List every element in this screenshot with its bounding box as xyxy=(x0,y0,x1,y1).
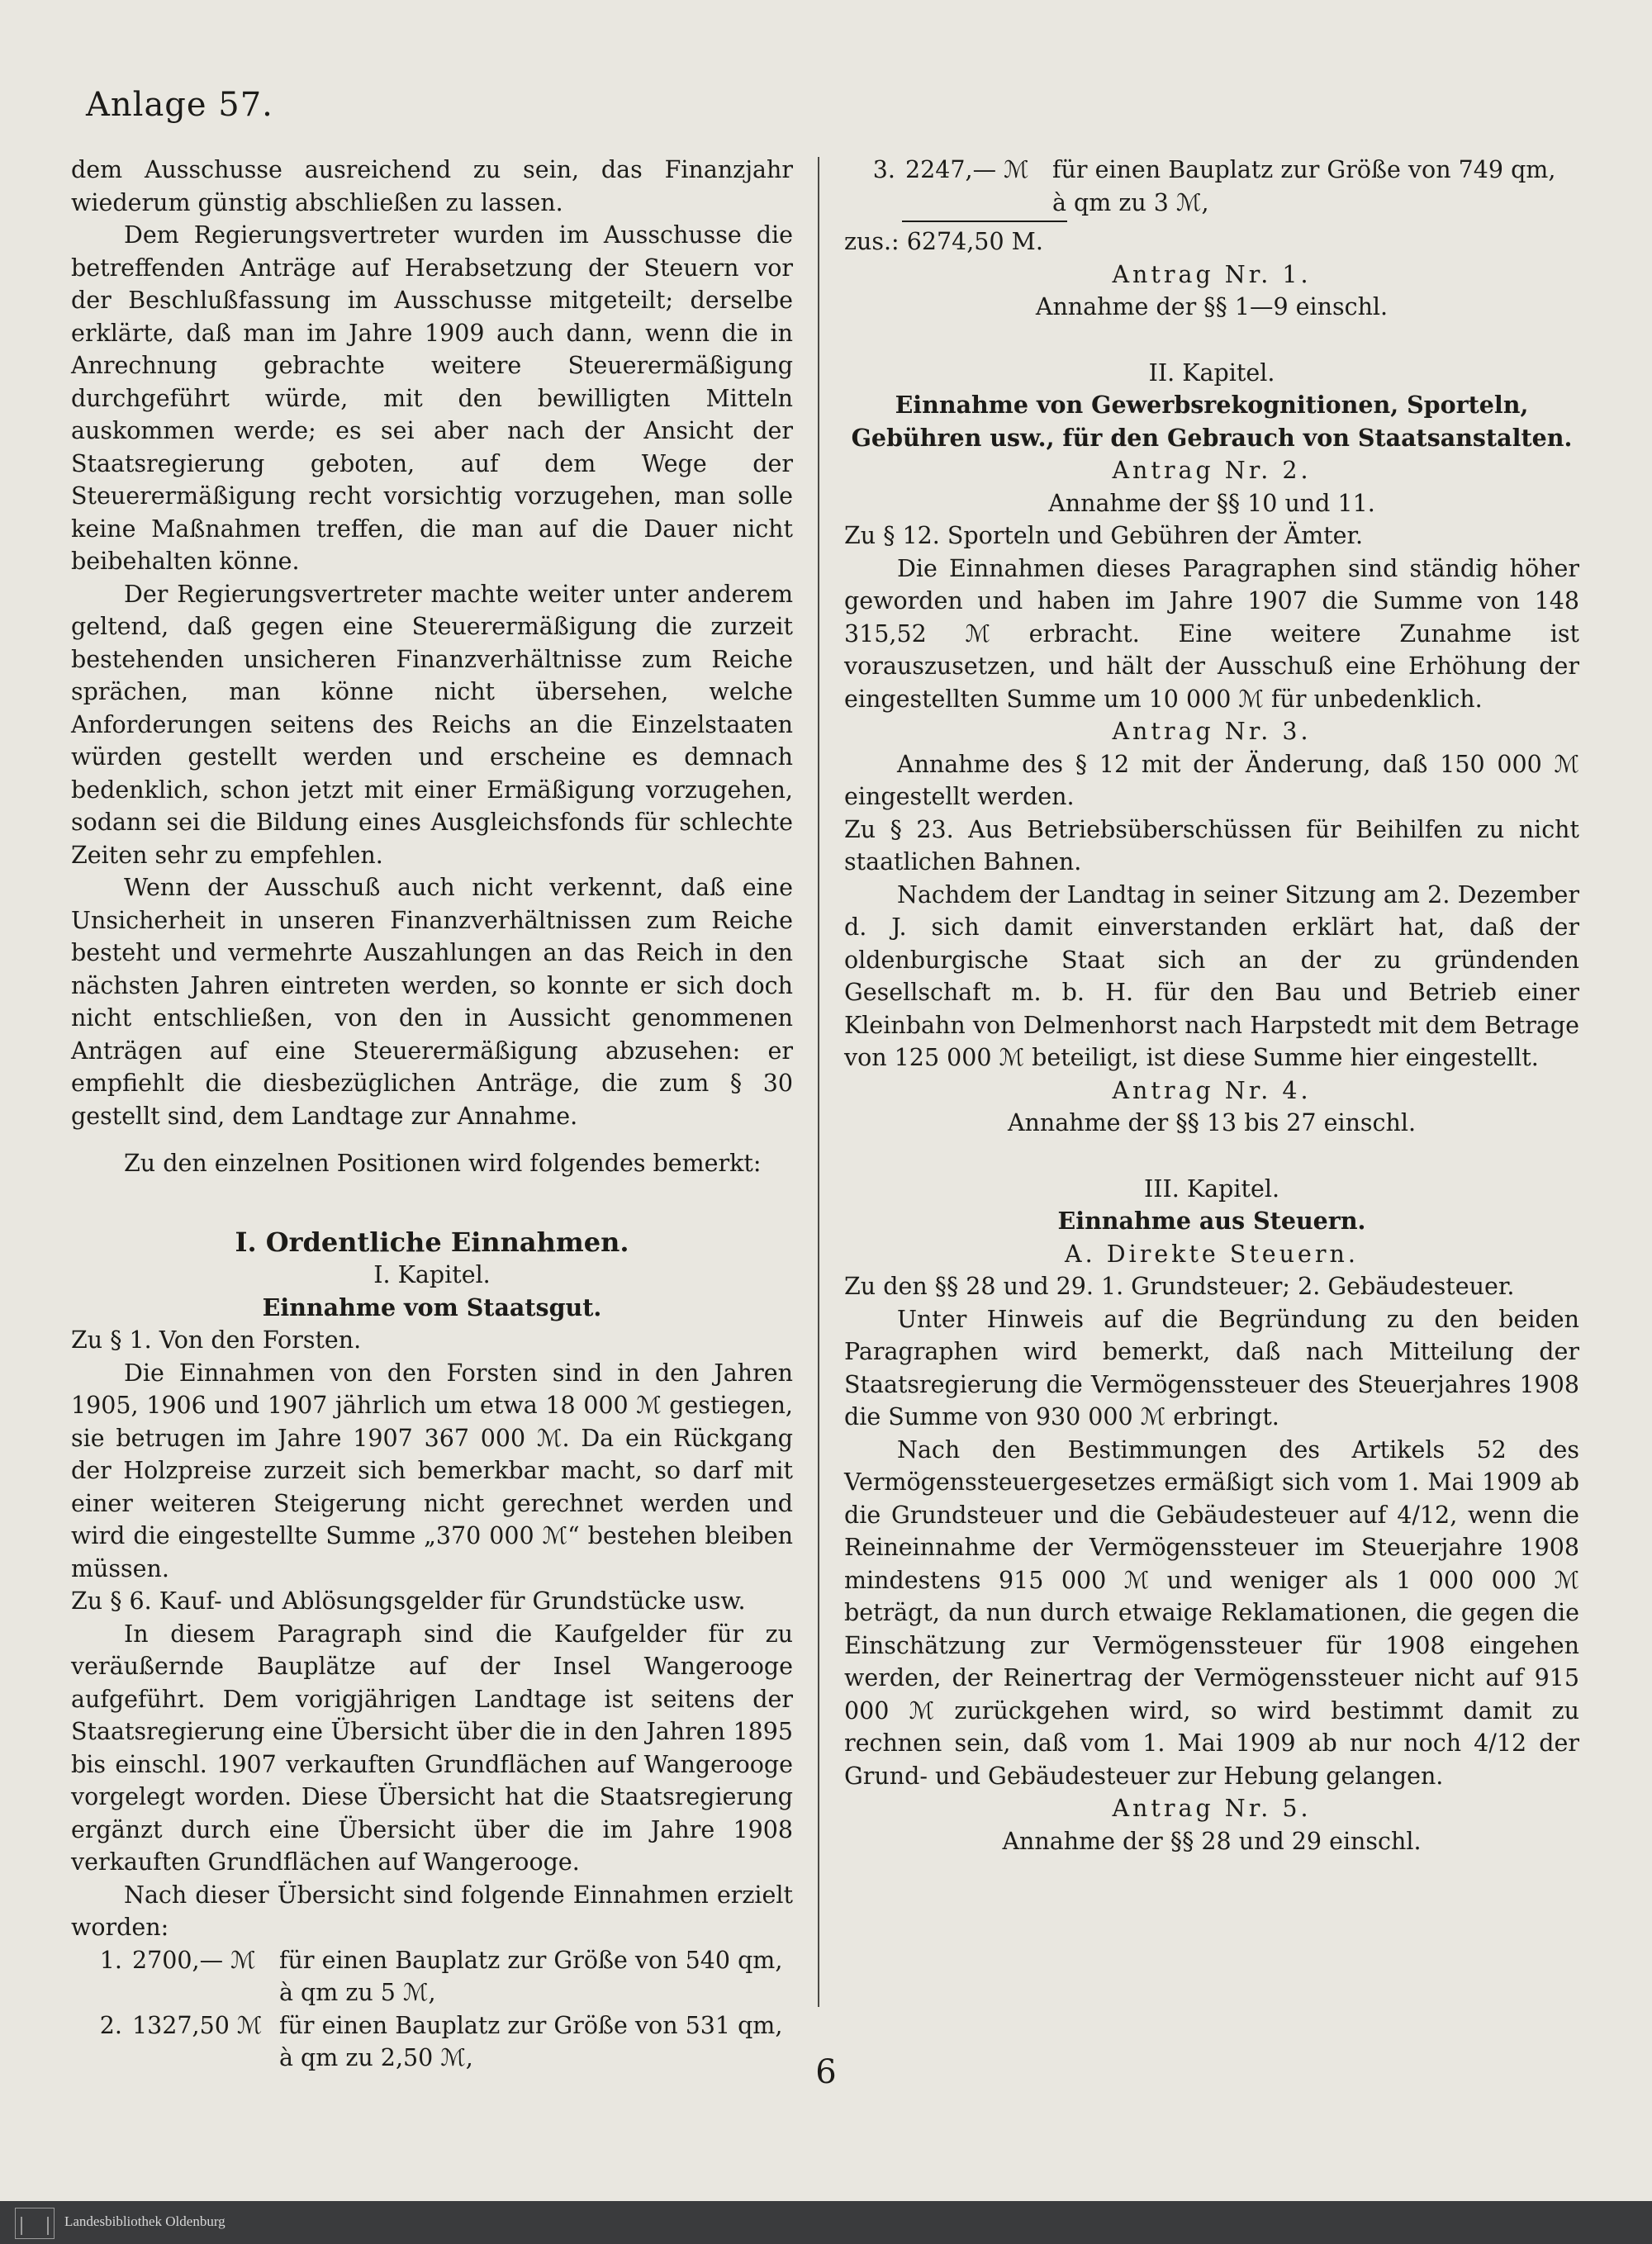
paragraph-heading: Zu § 12. Sporteln und Gebühren der Ämter. xyxy=(844,522,1364,549)
motion-heading: Antrag Nr. 5. xyxy=(1112,1795,1312,1822)
page-number: 6 xyxy=(815,2053,837,2091)
motion-heading: Antrag Nr. 2. xyxy=(1112,457,1312,484)
library-logo-icon xyxy=(15,2208,55,2239)
paragraph: Zu den einzelnen Positionen wird folgendes bemerkt: xyxy=(124,1150,762,1177)
paragraph: Wenn der Ausschuß auch nicht verkennt, daß eine Unsicherheit in unseren Finanzverhältnissen zum Reiche besteht und vermehrte Auszahlungen an das Reich in den nächsten Jahren eintreten werden, so konnte er sich doch nicht entschließen, von den in Aussicht genommenen Anträgen auf eine Steuerermäßigung abzusehen: er empfiehlt die diesbezüglichen Anträge, die zum § 30 gestellt sind, dem Landtage zur Annahme. xyxy=(71,874,793,1130)
motion-heading: Antrag Nr. 4. xyxy=(1112,1076,1312,1104)
chapter-title: Einnahme vom Staatsgut. xyxy=(262,1293,602,1321)
paragraph: Die Einnahmen von den Forsten sind in den Jahren 1905, 1906 und 1907 jährlich um etwa 18 000 ℳ gestiegen, sie betrugen im Jahre 1907 367 000 ℳ. Da ein Rückgang der Holzpreise zurzeit sich bemerkbar macht, so darf mit einer weiteren Steigerung nicht gerechnet werden und wird die eingestellte Summe „370 000 ℳ“ bestehen bleiben müssen. xyxy=(71,1359,793,1582)
paragraph: Nachdem der Landtag in seiner Sitzung am 2. Dezember d. J. sich damit einverstanden erklärt hat, daß der oldenburgische Staat sich an der zu gründenden Gesellschaft m. b. H. für den Bau und Betrieb einer Kleinbahn von Delmenhorst nach Harpstedt mit dem Betrage von 125 000 ℳ beteiligt, ist diese Summe hier eingestellt. xyxy=(844,880,1579,1071)
list-item: 1. 2700,— ℳ für einen Bauplatz zur Größe von 540 qm, xyxy=(99,1946,783,1974)
subsection-heading: A. Direkte Steuern. xyxy=(1065,1240,1359,1268)
list-item-sub: à qm zu 2,50 ℳ, xyxy=(279,2044,473,2071)
paragraph-heading: Zu § 6. Kauf- und Ablösungsgelder für Grundstücke usw. xyxy=(71,1587,746,1615)
chapter-heading: III. Kapitel. xyxy=(1143,1174,1280,1203)
sum-total: zus.: 6274,50 M. xyxy=(844,228,1043,255)
right-column xyxy=(844,154,1579,1857)
left-column xyxy=(71,154,793,2075)
list-item-sub: à qm zu 5 ℳ, xyxy=(279,1979,436,2006)
motion-text: Annahme der §§ 1—9 einschl. xyxy=(1035,293,1389,320)
paragraph-heading: Zu § 23. Aus Betriebsüberschüssen für Beihilfen zu nicht staatlichen Bahnen. xyxy=(844,815,1579,875)
section-title: I. Ordentliche Einnahmen. xyxy=(235,1226,629,1258)
column-divider xyxy=(818,157,819,2007)
paragraph: dem Ausschusse ausreichend zu sein, das Finanzjahr wiederum günstig abschließen zu lassen. xyxy=(71,156,793,216)
library-name: Landesbibliothek Oldenburg xyxy=(64,2213,225,2229)
paragraph: In diesem Paragraph sind die Kaufgelder für zu veräußernde Bauplätze auf der Insel Wangerooge aufgeführt. Dem vorigjährigen Landtage ist seitens der Staatsregierung eine Übersicht über die in den Jahren 1895 bis einschl. 1907 verkauften Grundflächen auf Wangerooge vorgelegt worden. Diese Übersicht hat die Staatsregierung ergänzt durch eine Übersicht über die im Jahre 1908 verkauften Grundflächen auf Wangerooge. xyxy=(71,1620,793,1876)
motion-text: Annahme des § 12 mit der Änderung, daß 150 000 ℳ eingestellt werden. xyxy=(844,750,1579,810)
list-item: 3. 2247,— ℳ für einen Bauplatz zur Größe von 749 qm, xyxy=(872,156,1556,183)
motion-text: Annahme der §§ 10 und 11. xyxy=(1048,489,1375,517)
paragraph: Nach den Bestimmungen des Artikels 52 des Vermögenssteuergesetzes ermäßigt sich vom 1. Mai 1909 ab die Grundsteuer und die Gebäudesteuer auf 4/12, wenn die Reineinnahme der Vermögenssteuer im Steuerjahre 1908 mindestens 915 000 ℳ und weniger als 1 000 000 ℳ beträgt, da nun durch etwaige Reklamationen, die gegen die Einschätzung zur Vermögenssteuer für 1908 eingehen werden, der Reinertrag der Vermögenssteuer nicht auf 915 000 ℳ zurückgehen wird, so wird bestimmt damit zu rechnen sein, daß vom 1. Mai 1909 ab nur noch 4/12 der Grund- und Gebäudesteuer zur Hebung gelangen. xyxy=(844,1435,1579,1790)
list-item-sub: à qm zu 3 ℳ, xyxy=(1052,188,1209,216)
chapter-title: Einnahme von Gewerbsrekognitionen, Sporteln, Gebühren usw., für den Gebrauch von Staatsanstalten. xyxy=(851,391,1573,452)
motion-heading: Antrag Nr. 3. xyxy=(1112,718,1312,745)
motion-text: Annahme der §§ 28 und 29 einschl. xyxy=(1002,1827,1422,1855)
motion-text: Annahme der §§ 13 bis 27 einschl. xyxy=(1007,1109,1417,1136)
library-footer xyxy=(0,2201,1652,2244)
chapter-title: Einnahme aus Steuern. xyxy=(1057,1207,1366,1235)
paragraph-heading: Zu den §§ 28 und 29. 1. Grundsteuer; 2. Gebäudesteuer. xyxy=(844,1273,1515,1300)
annex-label: Anlage 57. xyxy=(86,86,273,124)
list-item: 2. 1327,50 ℳ für einen Bauplatz zur Größe von 531 qm, xyxy=(99,2011,783,2039)
paragraph: Die Einnahmen dieses Paragraphen sind ständig höher geworden und haben im Jahre 1907 die Summe von 148 315,52 ℳ erbracht. Eine weitere Zunahme ist vorauszusetzen, und hält der Ausschuß eine Erhöhung der eingestellten Summe um 10 000 ℳ für unbedenklich. xyxy=(844,554,1579,713)
chapter-heading: I. Kapitel. xyxy=(373,1261,491,1288)
chapter-heading: II. Kapitel. xyxy=(1148,358,1275,387)
paragraph: Unter Hinweis auf die Begründung zu den beiden Paragraphen wird bemerkt, daß nach Mitteilung der Staatsregierung die Vermögenssteuer des Steuerjahres 1908 die Summe von 930 000 ℳ erbringt. xyxy=(844,1305,1579,1430)
paragraph: Nach dieser Übersicht sind folgende Einnahmen erzielt worden: xyxy=(71,1881,793,1941)
paragraph: Der Regierungsvertreter machte weiter unter anderem geltend, daß gegen eine Steuerermäßigung die zurzeit bestehenden unsicheren Finanzverhältnisse zum Reiche sprächen, man könne nicht übersehen, welche Anforderungen seitens des Reichs an die Einzelstaaten würden gestellt werden und erscheine es demnach bedenklich, schon jetzt mit einer Ermäßigung vorzugehen, sodann sei die Bildung eines Ausgleichsfonds für schlechte Zeiten sehr zu empfehlen. xyxy=(71,580,793,869)
paragraph-heading: Zu § 1. Von den Forsten. xyxy=(71,1326,362,1354)
motion-heading: Antrag Nr. 1. xyxy=(1112,260,1312,288)
paragraph: Dem Regierungsvertreter wurden im Ausschusse die betreffenden Anträge auf Herabsetzung der Steuern vor der Beschlußfassung im Ausschusse mitgeteilt; derselbe erklärte, daß man im Jahre 1909 auch dann, wenn die in Anrechnung gebrachte weitere Steuerermäßigung durchgeführt würde, mit den bewilligten Mitteln auskommen werde; es sei aber nach der Ansicht der Staatsregierung geboten, auf dem Wege der Steuerermäßigung recht vorsichtig vorzugehen, man solle keine Maßnahmen treffen, die man auf die Dauer nicht beibehalten könne. xyxy=(71,221,793,575)
